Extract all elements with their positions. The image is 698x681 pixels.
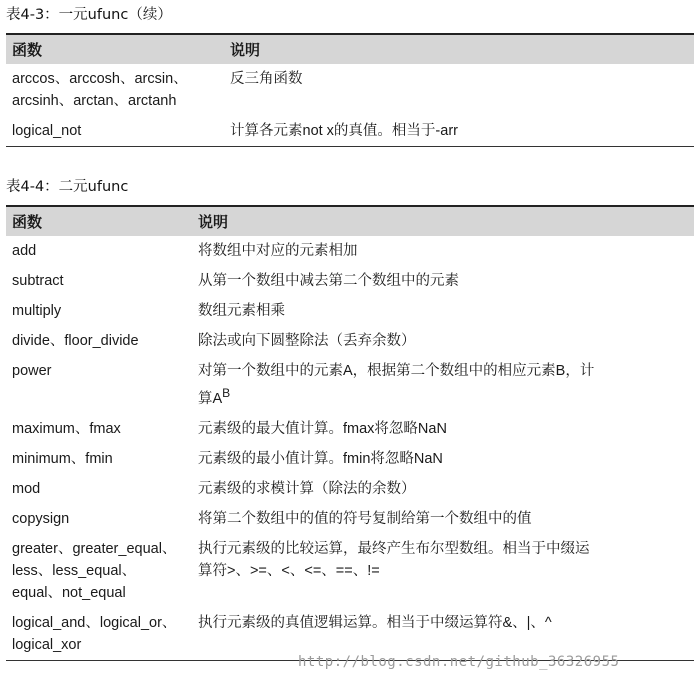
function-cell xyxy=(6,534,192,608)
function-cell: copysign xyxy=(12,510,70,527)
table-row xyxy=(6,534,694,608)
description-line: 执行元素级的比较运算，最终产生布尔型数组。相当于中缀运 xyxy=(198,540,590,557)
table-row xyxy=(6,296,694,326)
description-cell xyxy=(192,356,694,414)
superscript: B xyxy=(222,386,231,400)
description-cell: 执行元素级的真值逻辑运算。相当于中缀运算符&、|、^ xyxy=(192,608,694,661)
table-row xyxy=(6,236,694,266)
function-cell: subtract xyxy=(12,273,64,289)
table-header-row xyxy=(6,206,694,236)
description-cell: 元素级的最大值计算。fmax将忽略NaN xyxy=(198,420,447,437)
table-row xyxy=(6,474,694,504)
function-cell: mod xyxy=(12,480,41,497)
description-cell: 元素级的最小值计算。fmin将忽略NaN xyxy=(198,450,443,467)
table-row xyxy=(6,444,694,474)
header-description: 说明 xyxy=(224,34,694,64)
table-row xyxy=(6,116,694,147)
description-cell: 除法或向下圆整除法（丢弃余数） xyxy=(198,333,416,349)
function-name: greater、greater_equal、 xyxy=(12,540,177,557)
function-cell: add xyxy=(12,243,37,259)
watermark-url: http://blog.csdn.net/github_36326955 xyxy=(298,654,620,670)
table-row xyxy=(6,608,694,661)
description-cell: 计算各元素not x的真值。相当于-arr xyxy=(224,116,694,147)
header-function: 函数 xyxy=(6,206,192,236)
table-row xyxy=(6,504,694,534)
function-cell: logical_not xyxy=(6,116,224,147)
function-cell: power xyxy=(12,363,52,379)
function-name: equal、not_equal xyxy=(12,584,126,601)
header-function: 函数 xyxy=(6,34,224,64)
table-row xyxy=(6,64,694,116)
function-cell: multiply xyxy=(12,303,62,319)
description-cell: 数组元素相乘 xyxy=(198,303,285,319)
description-text: 算A xyxy=(198,390,223,407)
binary-ufunc-table xyxy=(6,205,694,661)
function-cell: divide、floor_divide xyxy=(12,333,139,349)
function-name: arcsinh、arctan、arctanh xyxy=(12,93,177,109)
function-cell xyxy=(6,64,224,116)
table-row xyxy=(6,356,694,414)
description-cell: 元素级的求模计算（除法的余数） xyxy=(198,480,416,497)
function-name: arccos、arccosh、arcsin、 xyxy=(12,71,188,87)
description-cell: 反三角函数 xyxy=(230,71,303,87)
description-cell xyxy=(192,534,694,608)
table2-caption: 表4-4：二元ufunc xyxy=(6,179,129,195)
function-name: less、less_equal、 xyxy=(12,562,137,579)
table-header-row xyxy=(6,34,694,64)
function-cell: minimum、fmin xyxy=(12,450,113,467)
function-name: logical_xor xyxy=(12,636,82,653)
function-cell xyxy=(6,608,192,661)
table-row xyxy=(6,266,694,296)
function-name: logical_and、logical_or、 xyxy=(12,614,177,631)
table-row xyxy=(6,326,694,356)
description-cell: 将数组中对应的元素相加 xyxy=(198,243,358,259)
header-description: 说明 xyxy=(192,206,694,236)
table-row xyxy=(6,414,694,444)
description-line: 算符>、>=、<、<=、==、!= xyxy=(198,562,380,579)
description-cell: 将第二个数组中的值的符号复制给第一个数组中的值 xyxy=(198,510,532,527)
function-cell: maximum、fmax xyxy=(12,420,121,437)
unary-ufunc-table xyxy=(6,33,694,147)
description-line: 对第一个数组中的元素A，根据第二个数组中的相应元素B，计 xyxy=(198,363,595,379)
description-line xyxy=(198,382,688,410)
description-cell: 从第一个数组中减去第二个数组中的元素 xyxy=(198,273,459,289)
table1-caption: 表4-3：一元ufunc（续） xyxy=(6,7,172,23)
